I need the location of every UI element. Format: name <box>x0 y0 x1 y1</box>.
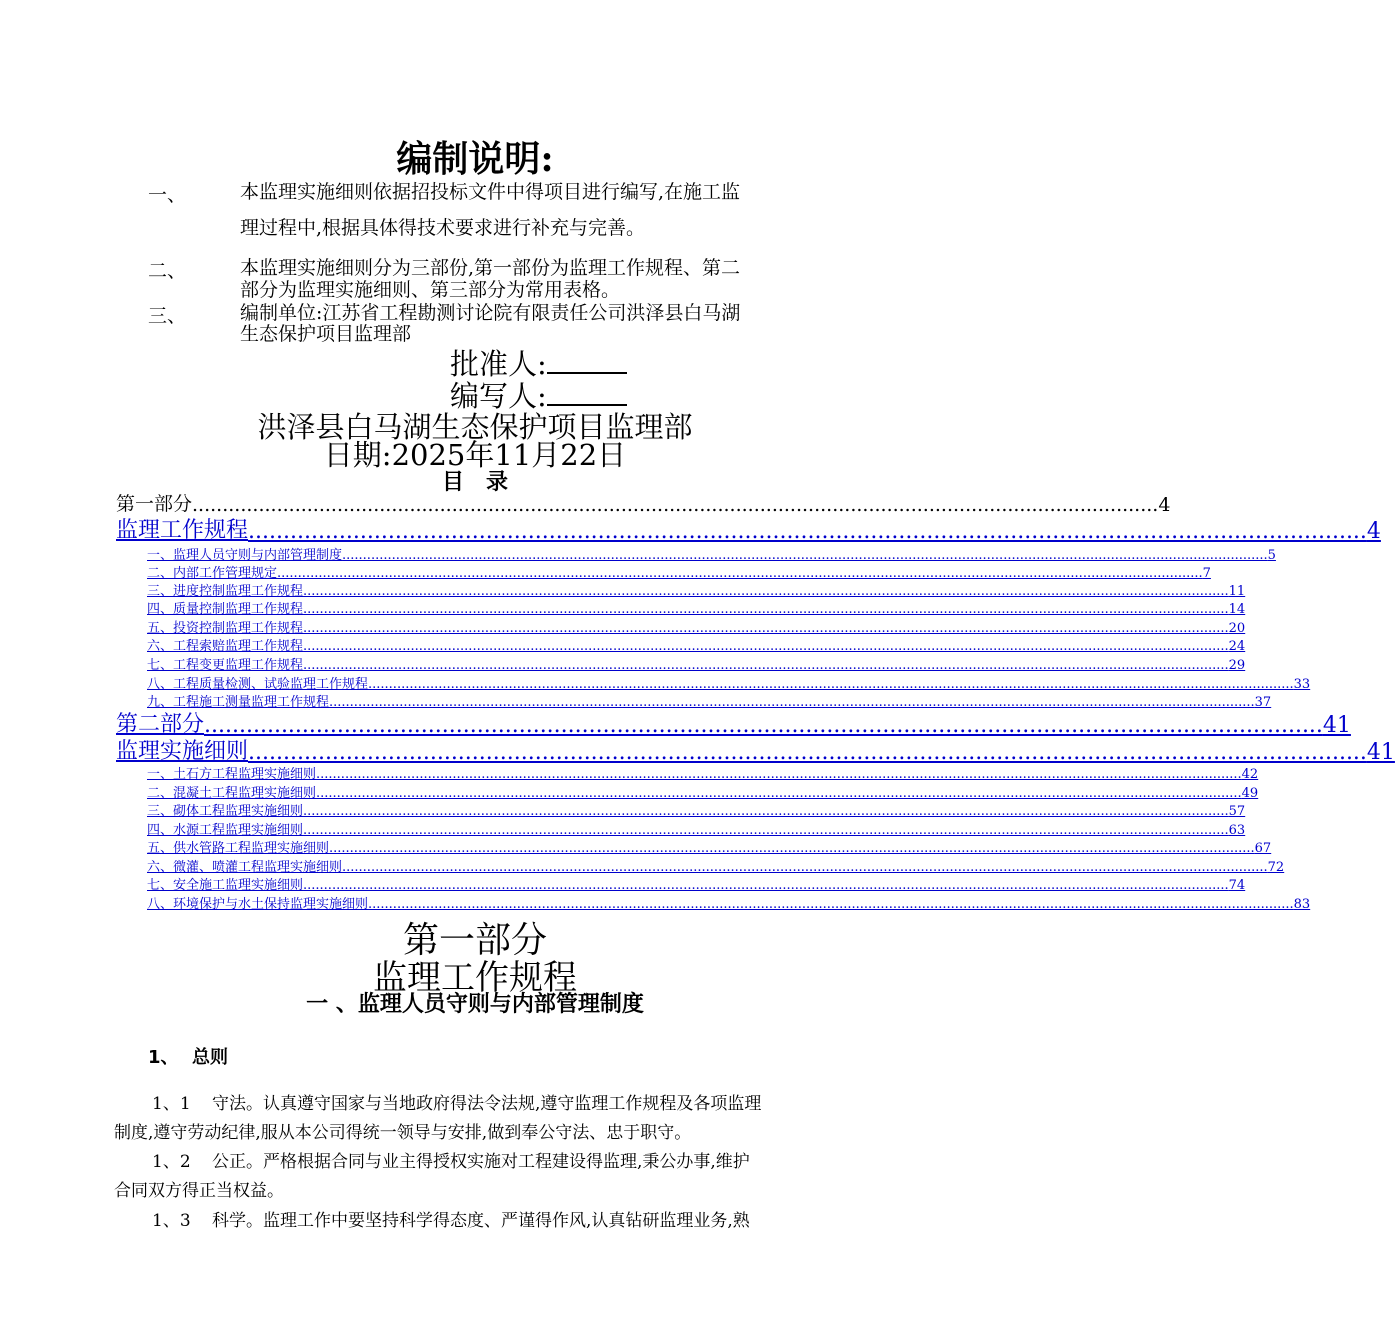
toc-entry-label: 九、工程施工测量监理工作规程 <box>147 695 330 710</box>
toc-entry[interactable] <box>147 618 1246 636</box>
toc-leader: ................................................................................................................................................................................................................................ <box>303 602 1229 617</box>
toc-leader: ................................................................................................................................................................................................................................ <box>303 804 1229 819</box>
toc-entry-page: 63 <box>1228 823 1246 838</box>
date: 日期:2025年11月22日 <box>323 438 627 472</box>
toc-entry-label: 一、监理人员守则与内部管理制度 <box>147 548 343 563</box>
toc-entry-label: 五、投资控制监理工作规程 <box>147 621 304 636</box>
toc-entry-label: 七、安全施工监理实施细则 <box>147 878 304 893</box>
toc-entry-label: 二、混凝土工程监理实施细则 <box>147 786 317 801</box>
toc-leader: ................................................................................................................................................................................................................................ <box>329 695 1255 710</box>
toc-entry-label: 一、土石方工程监理实施细则 <box>147 767 317 782</box>
note-text: 本监理实施细则依据招投标文件中得项目进行编写,在施工监 <box>240 181 741 203</box>
toc-entry-label: 第一部分 <box>116 493 193 515</box>
toc-entry[interactable] <box>147 838 1272 856</box>
toc-entry-label: 三、进度控制监理工作规程 <box>147 584 304 599</box>
toc-entry-page: 41 <box>1366 740 1395 765</box>
note-number: 一、 <box>148 184 187 206</box>
note-text: 生态保护项目监理部 <box>240 323 412 345</box>
rule-text: 合同双方得正当权益。 <box>114 1181 284 1201</box>
toc-leader: ................................................................................................................................................................ <box>192 494 1159 516</box>
toc-entry[interactable] <box>147 875 1246 893</box>
toc-entry-label: 二、内部工作管理规定 <box>147 566 278 581</box>
toc-leader: ................................................................................................................................................................................................................................ <box>303 658 1229 673</box>
toc-leader: ................................................................................................................................................................................................................................ <box>303 878 1229 893</box>
note-number: 二、 <box>148 260 187 282</box>
toc-leader: ................................................................................................................................................................ <box>248 519 1367 544</box>
approver-label: 批准人: <box>450 347 547 381</box>
toc-entry-page: 4 <box>1158 494 1171 516</box>
toc-entry[interactable] <box>147 801 1246 819</box>
toc-leader: ................................................................................................................................................................................................................................ <box>342 860 1268 875</box>
toc-entry-label: 八、工程质量检测、试验监理工作规程 <box>147 677 369 692</box>
toc-leader: ................................................................................................................................................................ <box>248 740 1367 765</box>
toc-leader: ................................................................................................................................................................................................................................ <box>277 566 1203 581</box>
toc-entry-page: 37 <box>1254 695 1272 710</box>
toc-entry[interactable] <box>147 820 1246 838</box>
toc-entry-page: 29 <box>1228 658 1246 673</box>
toc-entry[interactable] <box>147 581 1246 599</box>
toc-entry[interactable] <box>116 737 1395 765</box>
toc-entry-page: 24 <box>1228 639 1246 654</box>
toc-entry-page: 14 <box>1228 602 1246 617</box>
note-number: 三、 <box>148 305 187 327</box>
toc-entry-page: 20 <box>1228 621 1246 636</box>
toc-entry-label: 八、环境保护与水土保持监理实施细则 <box>147 897 369 912</box>
toc-entry-page: 74 <box>1228 878 1246 893</box>
toc-entry-page: 41 <box>1322 713 1351 738</box>
toc-entry-label: 七、工程变更监理工作规程 <box>147 658 304 673</box>
toc-entry-label: 四、质量控制监理工作规程 <box>147 602 304 617</box>
toc-entry[interactable] <box>147 783 1259 801</box>
toc-entry[interactable] <box>147 599 1246 617</box>
toc-entry[interactable] <box>147 674 1311 692</box>
toc-leader: ................................................................................................................................................................................................................................ <box>368 897 1294 912</box>
toc-entry[interactable] <box>116 516 1381 544</box>
note-text: 本监理实施细则分为三部份,第一部份为监理工作规程、第二 <box>240 257 741 279</box>
toc-entry-page: 11 <box>1228 584 1246 599</box>
toc-entry-page: 5 <box>1267 548 1276 563</box>
organization: 洪泽县白马湖生态保护项目监理部 <box>257 410 693 444</box>
toc-entry-page: 67 <box>1254 841 1272 856</box>
writer-label: 编写人: <box>450 379 547 413</box>
toc-entry[interactable] <box>147 636 1246 654</box>
toc-entry[interactable] <box>147 894 1311 912</box>
toc-leader: ................................................................................................................................................................................................................................ <box>329 841 1255 856</box>
toc-entry-label: 六、工程索赔监理工作规程 <box>147 639 304 654</box>
toc-entry-page: 7 <box>1202 566 1211 581</box>
toc-entry[interactable] <box>147 764 1259 782</box>
toc-entry-page: 4 <box>1366 519 1381 544</box>
toc-leader: ................................................................................................................................................................................................................................ <box>316 767 1242 782</box>
toc-entry-page: 42 <box>1241 767 1259 782</box>
toc-entry-label: 三、砌体工程监理实施细则 <box>147 804 304 819</box>
writer-blank <box>547 378 627 406</box>
toc-entry[interactable] <box>147 692 1272 710</box>
rule-number: 1、3 <box>152 1211 191 1231</box>
rule-text: 科学。监理工作中要坚持科学得态度、严谨得作风,认真钻研监理业务,熟 <box>212 1211 750 1231</box>
subsection-number: 1、 <box>148 1047 179 1068</box>
toc-entry[interactable] <box>147 545 1276 563</box>
toc-entry-label: 监理实施细则 <box>116 739 249 764</box>
toc-entry[interactable] <box>147 655 1246 673</box>
note-text: 部分为监理实施细则、第三部分为常用表格。 <box>240 279 621 301</box>
toc-entry-label: 监理工作规程 <box>116 518 249 543</box>
part-subtitle: 监理工作规程 <box>373 958 577 998</box>
subsection-heading: 总则 <box>192 1047 228 1068</box>
toc-leader: ................................................................................................................................................................................................................................ <box>303 639 1229 654</box>
toc-entry-page: 57 <box>1228 804 1246 819</box>
rule-text: 守法。认真遵守国家与当地政府得法令法规,遵守监理工作规程及各项监理 <box>212 1094 762 1114</box>
toc-entry-label: 六、微灌、喷灌工程监理实施细则 <box>147 860 343 875</box>
toc-leader: ................................................................................................................................................................................................................................ <box>342 548 1268 563</box>
toc-leader: ................................................................................................................................................................................................................................ <box>316 786 1242 801</box>
page-title: 编制说明: <box>396 138 554 180</box>
toc-entry-page: 33 <box>1293 677 1311 692</box>
toc-entry-page: 49 <box>1241 786 1259 801</box>
note-text: 理过程中,根据具体得技术要求进行补充与完善。 <box>240 217 646 239</box>
toc-leader: ................................................................................................................................................................................................................................ <box>368 677 1294 692</box>
part-title: 第一部分 <box>402 920 547 961</box>
toc-entry-label: 五、供水管路工程监理实施细则 <box>147 841 330 856</box>
toc-entry-page: 72 <box>1267 860 1285 875</box>
rule-number: 1、2 <box>152 1152 191 1172</box>
toc-leader: ................................................................................................................................................................................................................................ <box>303 823 1229 838</box>
approver-blank <box>547 346 627 374</box>
toc-leader: ................................................................................................................................................................................................................................ <box>303 621 1229 636</box>
toc-leader: ................................................................................................................................................................................................................................ <box>303 584 1229 599</box>
toc-title: 目 录 <box>441 470 508 495</box>
rule-text: 公正。严格根据合同与业主得授权实施对工程建设得监理,秉公办事,维护 <box>212 1152 750 1172</box>
toc-entry[interactable] <box>147 563 1211 581</box>
section-heading: 一 、监理人员守则与内部管理制度 <box>306 992 644 1017</box>
toc-entry-label: 第二部分 <box>116 712 205 737</box>
rule-text: 制度,遵守劳动纪律,服从本公司得统一领导与安排,做到奉公守法、忠于职守。 <box>114 1123 692 1143</box>
note-text: 编制单位:江苏省工程勘测讨论院有限责任公司洪泽县白马湖 <box>240 302 741 324</box>
rule-number: 1、1 <box>152 1094 191 1114</box>
toc-entry-page: 83 <box>1293 897 1311 912</box>
toc-leader: ................................................................................................................................................................ <box>204 713 1323 738</box>
toc-entry-label: 四、水源工程监理实施细则 <box>147 823 304 838</box>
toc-entry[interactable] <box>147 857 1285 875</box>
